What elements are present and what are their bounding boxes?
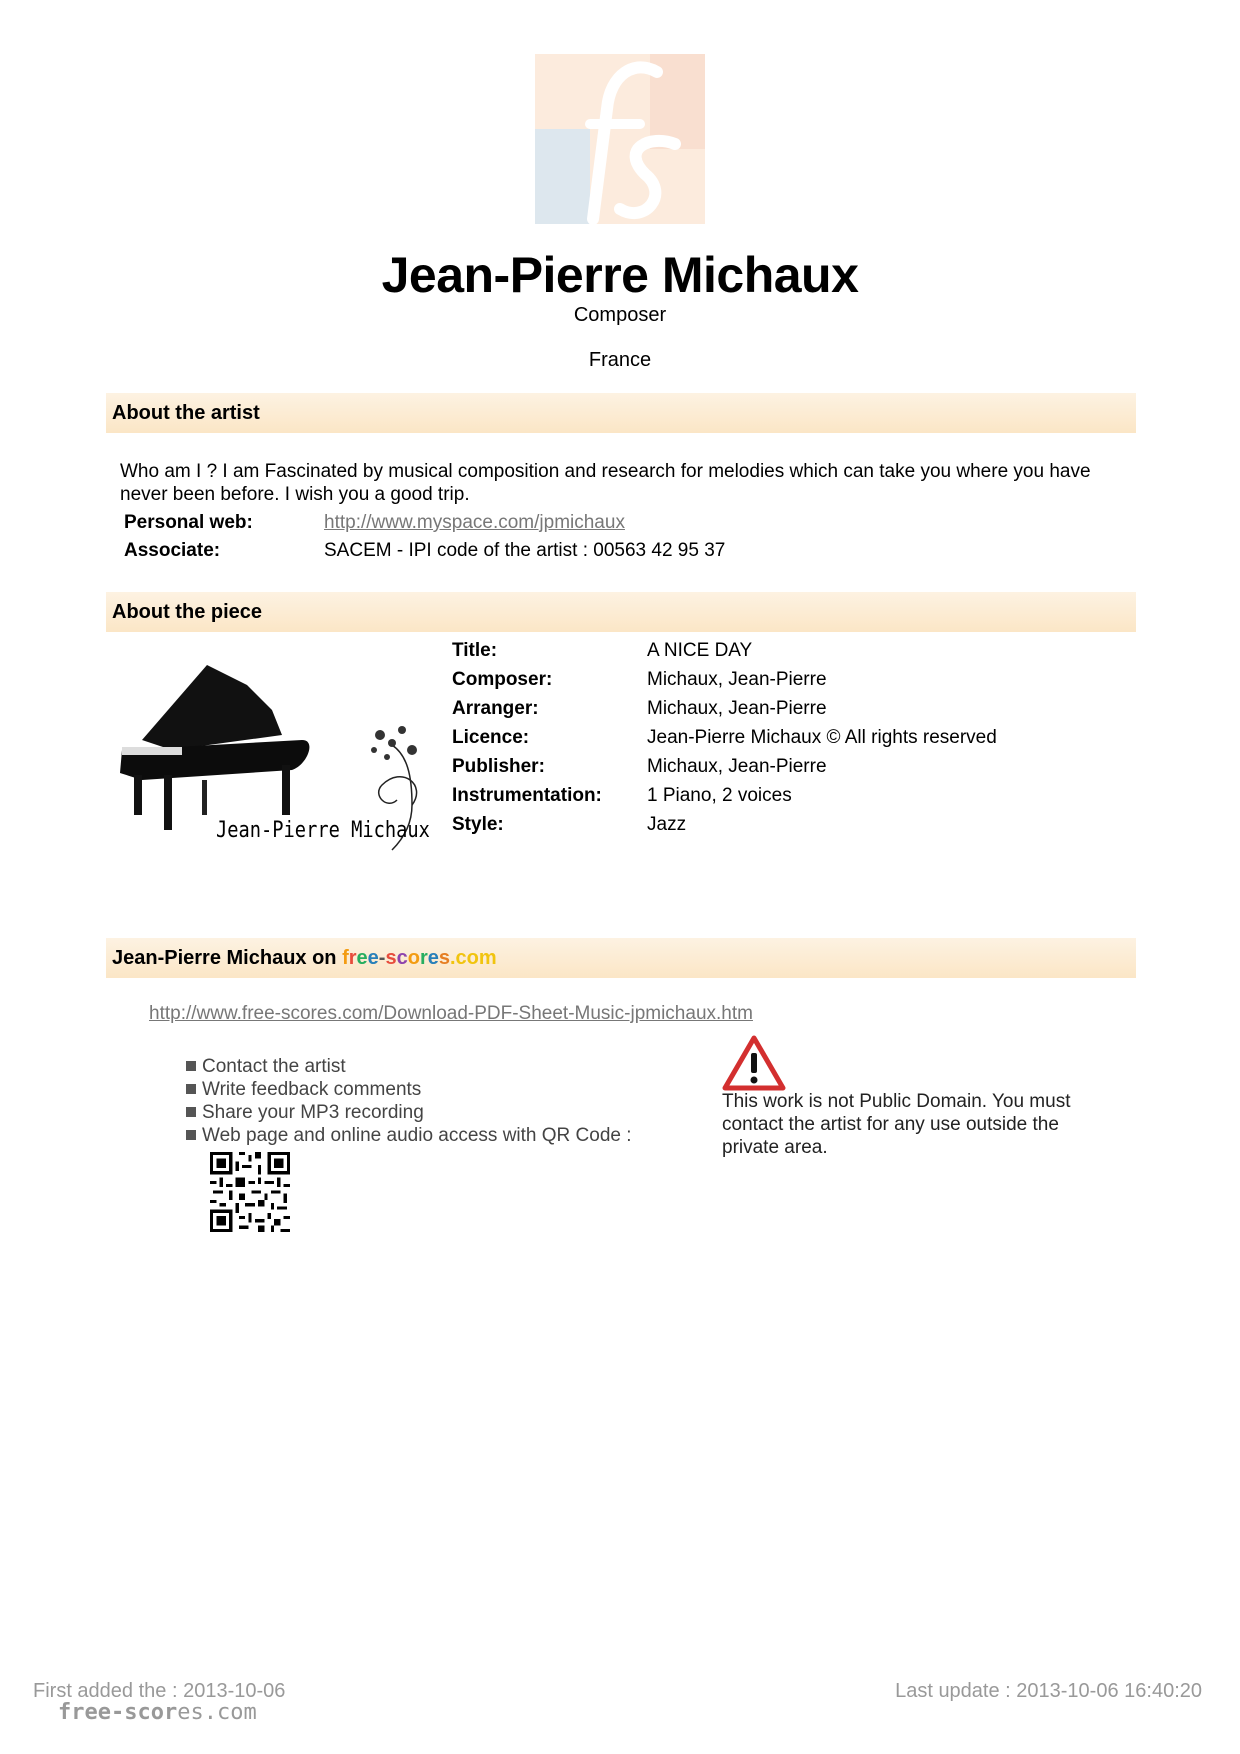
associate-label: Associate:	[124, 540, 221, 561]
feature-list	[186, 1055, 632, 1147]
square-bullet-icon	[186, 1084, 196, 1094]
first-added-date: First added the : 2013-10-06	[33, 1680, 286, 1702]
piece-detail-value: Michaux, Jean-Pierre	[647, 756, 827, 777]
about-artist-heading: About the artist	[106, 393, 1136, 433]
piece-detail-label: Arranger:	[452, 698, 539, 719]
last-update-date: Last update : 2013-10-06 16:40:20	[895, 1680, 1202, 1702]
footer-brand-light: es.com	[177, 1700, 257, 1725]
feature-share-mp3[interactable]: Share your MP3 recording	[186, 1101, 632, 1124]
piece-detail-value: 1 Piano, 2 voices	[647, 785, 792, 806]
piece-detail-label: Publisher:	[452, 756, 545, 777]
personal-web-label: Personal web:	[124, 512, 253, 533]
piece-detail-label: Instrumentation:	[452, 785, 602, 806]
square-bullet-icon	[186, 1130, 196, 1140]
artist-role: Composer	[573, 304, 667, 326]
square-bullet-icon	[186, 1061, 196, 1071]
piece-detail-value: A NICE DAY	[647, 640, 753, 661]
piano-image-caption: Jean-Pierre Michaux	[216, 818, 430, 843]
free-scores-artist-page-link[interactable]: http://www.free-scores.com/Download-PDF-Sheet-Music-jpmichaux.htm	[149, 1003, 753, 1024]
associate-value: SACEM - IPI code of the artist : 00563 42 95 37	[324, 540, 726, 561]
artist-name: Jean-Pierre Michaux	[381, 247, 859, 303]
piece-detail-value: Jazz	[647, 814, 687, 835]
piece-detail-value: Michaux, Jean-Pierre	[647, 698, 827, 719]
copyright-warning-text: This work is not Public Domain. You must contact the artist for any use outside the private area.	[722, 1091, 1071, 1158]
feature-qr-access[interactable]: Web page and online audio access with QR Code :	[186, 1124, 632, 1147]
footer-brand-bold: free-scor	[58, 1700, 178, 1725]
free-scores-brand-text: free-scores.com	[342, 947, 497, 969]
feature-write-feedback[interactable]: Write feedback comments	[186, 1078, 632, 1101]
qr-code-icon[interactable]	[210, 1152, 290, 1232]
about-piece-heading: About the piece	[106, 592, 1136, 632]
piece-detail-label: Style:	[452, 814, 504, 835]
square-bullet-icon	[186, 1107, 196, 1117]
footer-free-scores-logo	[58, 1700, 257, 1725]
piece-detail-value: Michaux, Jean-Pierre	[647, 669, 827, 690]
piece-detail-label: Title:	[452, 640, 498, 661]
on-free-scores-heading-prefix: Jean-Pierre Michaux on	[112, 947, 343, 969]
artist-country: France	[588, 349, 652, 371]
free-scores-logo-icon	[535, 54, 705, 224]
piece-detail-value: Jean-Pierre Michaux © All rights reserved	[647, 727, 997, 748]
on-free-scores-heading	[106, 938, 1136, 978]
personal-web-link[interactable]: http://www.myspace.com/jpmichaux	[324, 512, 625, 533]
piece-detail-label: Composer:	[452, 669, 553, 690]
piece-detail-label: Licence:	[452, 727, 530, 748]
feature-contact-artist[interactable]: Contact the artist	[186, 1055, 632, 1078]
warning-triangle-icon	[722, 1035, 786, 1091]
artist-bio: Who am I ? I am Fascinated by musical composition and research for melodies which can take you where you have never been before. I wish you a good trip.	[120, 461, 1091, 505]
